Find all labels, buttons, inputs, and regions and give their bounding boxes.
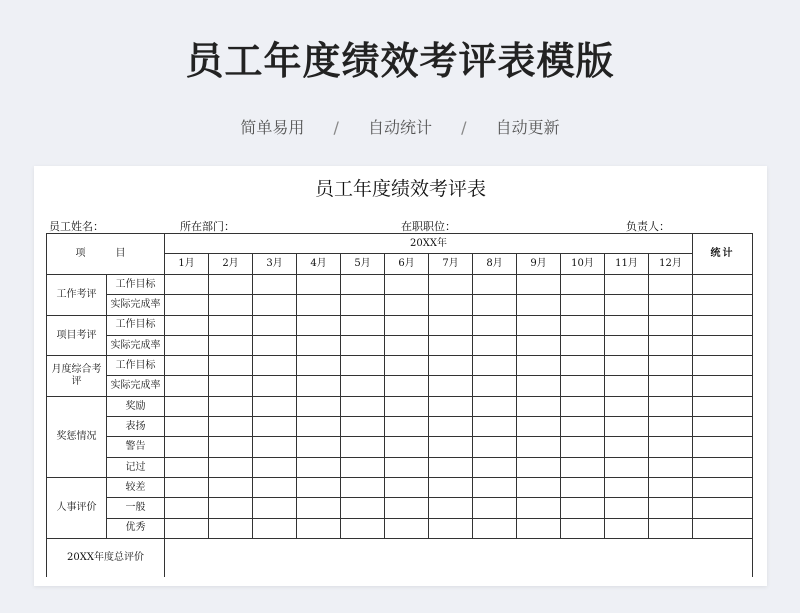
- data-cell[interactable]: [165, 417, 209, 437]
- data-cell[interactable]: [605, 356, 649, 376]
- data-cell[interactable]: [429, 498, 473, 518]
- data-cell[interactable]: [561, 356, 605, 376]
- data-cell[interactable]: [297, 275, 341, 295]
- data-cell[interactable]: [605, 417, 649, 437]
- data-cell[interactable]: [605, 335, 649, 355]
- data-cell[interactable]: [649, 477, 693, 497]
- data-cell[interactable]: [341, 376, 385, 396]
- month-header: 1月: [165, 254, 209, 275]
- data-cell[interactable]: [693, 295, 753, 315]
- tagline-separator: /: [333, 118, 339, 137]
- data-cell[interactable]: [517, 457, 561, 477]
- data-cell[interactable]: [297, 315, 341, 335]
- data-cell[interactable]: [649, 275, 693, 295]
- data-cell[interactable]: [693, 335, 753, 355]
- data-cell[interactable]: [605, 315, 649, 335]
- item-label: 工作目标: [107, 356, 165, 376]
- data-cell[interactable]: [341, 295, 385, 315]
- data-cell[interactable]: [385, 275, 429, 295]
- data-cell[interactable]: [561, 417, 605, 437]
- data-cell[interactable]: [473, 396, 517, 416]
- category-label: 人事评价: [47, 477, 107, 538]
- data-cell[interactable]: [561, 376, 605, 396]
- data-cell[interactable]: [165, 457, 209, 477]
- position-label: 在职职位：: [401, 220, 456, 233]
- data-cell[interactable]: [297, 457, 341, 477]
- data-cell[interactable]: [473, 376, 517, 396]
- supervisor-label: 负责人：: [626, 220, 670, 233]
- data-cell[interactable]: [253, 295, 297, 315]
- data-cell[interactable]: [253, 275, 297, 295]
- data-cell[interactable]: [341, 477, 385, 497]
- data-cell[interactable]: [473, 295, 517, 315]
- data-cell[interactable]: [297, 356, 341, 376]
- data-cell[interactable]: [429, 477, 473, 497]
- data-cell[interactable]: [209, 498, 253, 518]
- data-cell[interactable]: [385, 417, 429, 437]
- data-cell[interactable]: [385, 315, 429, 335]
- data-cell[interactable]: [165, 477, 209, 497]
- data-cell[interactable]: [385, 498, 429, 518]
- data-cell[interactable]: [693, 437, 753, 457]
- data-cell[interactable]: [209, 275, 253, 295]
- data-cell[interactable]: [165, 275, 209, 295]
- page-headline: 员工年度绩效考评表模版: [185, 39, 615, 83]
- month-header: 8月: [473, 254, 517, 275]
- data-cell[interactable]: [253, 335, 297, 355]
- data-cell[interactable]: [649, 396, 693, 416]
- data-cell[interactable]: [297, 498, 341, 518]
- data-cell[interactable]: [165, 396, 209, 416]
- data-cell[interactable]: [649, 335, 693, 355]
- data-cell[interactable]: [385, 376, 429, 396]
- data-cell[interactable]: [693, 356, 753, 376]
- data-cell[interactable]: [341, 315, 385, 335]
- sheet-title: 员工年度绩效考评表: [314, 178, 486, 200]
- data-cell[interactable]: [517, 477, 561, 497]
- data-cell[interactable]: [385, 335, 429, 355]
- data-cell[interactable]: [649, 518, 693, 538]
- data-cell[interactable]: [605, 477, 649, 497]
- data-cell[interactable]: [429, 335, 473, 355]
- data-cell[interactable]: [385, 356, 429, 376]
- data-cell[interactable]: [297, 518, 341, 538]
- data-cell[interactable]: [385, 518, 429, 538]
- data-cell[interactable]: [253, 518, 297, 538]
- data-cell[interactable]: [209, 396, 253, 416]
- data-cell[interactable]: [605, 396, 649, 416]
- data-cell[interactable]: [297, 417, 341, 437]
- month-header: 2月: [209, 254, 253, 275]
- data-cell[interactable]: [693, 315, 753, 335]
- data-cell[interactable]: [649, 498, 693, 518]
- data-cell[interactable]: [561, 295, 605, 315]
- data-cell[interactable]: [517, 518, 561, 538]
- data-cell[interactable]: [385, 437, 429, 457]
- data-cell[interactable]: [429, 315, 473, 335]
- data-cell[interactable]: [473, 437, 517, 457]
- data-cell[interactable]: [517, 315, 561, 335]
- year-header: 20XX年: [165, 234, 693, 254]
- data-cell[interactable]: [693, 275, 753, 295]
- item-label: 较差: [107, 477, 165, 497]
- data-cell[interactable]: [341, 335, 385, 355]
- data-cell[interactable]: [253, 457, 297, 477]
- data-cell[interactable]: [649, 417, 693, 437]
- data-cell[interactable]: [429, 396, 473, 416]
- data-cell[interactable]: [473, 315, 517, 335]
- data-cell[interactable]: [297, 437, 341, 457]
- data-cell[interactable]: [561, 437, 605, 457]
- data-cell[interactable]: [209, 417, 253, 437]
- month-header: 5月: [341, 254, 385, 275]
- data-cell[interactable]: [429, 356, 473, 376]
- statistics-header: 统计: [693, 234, 753, 275]
- data-cell[interactable]: [429, 437, 473, 457]
- data-cell[interactable]: [561, 315, 605, 335]
- data-cell[interactable]: [693, 518, 753, 538]
- data-cell[interactable]: [341, 417, 385, 437]
- tagline-item: 自动统计: [367, 118, 432, 137]
- data-cell[interactable]: [517, 275, 561, 295]
- employee-name-label: 员工姓名：: [49, 220, 104, 233]
- data-cell[interactable]: [385, 295, 429, 315]
- data-cell[interactable]: [561, 518, 605, 538]
- data-cell[interactable]: [165, 315, 209, 335]
- month-header: 3月: [253, 254, 297, 275]
- data-cell[interactable]: [253, 437, 297, 457]
- data-cell[interactable]: [209, 518, 253, 538]
- department-label: 所在部门：: [180, 220, 235, 233]
- data-cell[interactable]: [605, 518, 649, 538]
- evaluation-table: [46, 233, 753, 577]
- data-cell[interactable]: [341, 437, 385, 457]
- data-cell[interactable]: [297, 376, 341, 396]
- data-cell[interactable]: [517, 295, 561, 315]
- data-cell[interactable]: [209, 376, 253, 396]
- category-label: 奖惩情况: [47, 396, 107, 477]
- category-label: 项目考评: [47, 315, 107, 356]
- data-cell[interactable]: [209, 315, 253, 335]
- data-cell[interactable]: [473, 498, 517, 518]
- data-cell[interactable]: [429, 457, 473, 477]
- data-cell[interactable]: [693, 376, 753, 396]
- data-cell[interactable]: [605, 437, 649, 457]
- data-cell[interactable]: [473, 457, 517, 477]
- data-cell[interactable]: [517, 437, 561, 457]
- item-label: 一般: [107, 498, 165, 518]
- item-label: 实际完成率: [107, 295, 165, 315]
- data-cell[interactable]: [297, 295, 341, 315]
- data-cell[interactable]: [341, 518, 385, 538]
- data-cell[interactable]: [517, 356, 561, 376]
- data-cell[interactable]: [517, 417, 561, 437]
- data-cell[interactable]: [649, 315, 693, 335]
- data-cell[interactable]: [165, 295, 209, 315]
- data-cell[interactable]: [341, 498, 385, 518]
- data-cell[interactable]: [429, 518, 473, 538]
- data-cell[interactable]: [165, 335, 209, 355]
- data-cell[interactable]: [517, 396, 561, 416]
- data-cell[interactable]: [649, 437, 693, 457]
- data-cell[interactable]: [605, 457, 649, 477]
- data-cell[interactable]: [473, 356, 517, 376]
- month-header: 9月: [517, 254, 561, 275]
- data-cell[interactable]: [253, 356, 297, 376]
- data-cell[interactable]: [473, 335, 517, 355]
- tagline-separator: /: [461, 118, 467, 137]
- data-cell[interactable]: [297, 396, 341, 416]
- data-cell[interactable]: [209, 335, 253, 355]
- data-cell[interactable]: [385, 457, 429, 477]
- data-cell[interactable]: [473, 477, 517, 497]
- data-cell[interactable]: [605, 295, 649, 315]
- data-cell[interactable]: [253, 498, 297, 518]
- month-header: 7月: [429, 254, 473, 275]
- data-cell[interactable]: [517, 335, 561, 355]
- item-label: 奖励: [107, 396, 165, 416]
- data-cell[interactable]: [693, 457, 753, 477]
- data-cell[interactable]: [605, 376, 649, 396]
- data-cell[interactable]: [165, 437, 209, 457]
- item-label: 记过: [107, 457, 165, 477]
- data-cell[interactable]: [561, 457, 605, 477]
- tagline-item: 简单易用: [240, 118, 305, 137]
- data-cell[interactable]: [165, 356, 209, 376]
- item-label: 实际完成率: [107, 376, 165, 396]
- data-cell[interactable]: [253, 477, 297, 497]
- data-cell[interactable]: [649, 295, 693, 315]
- item-label: 表扬: [107, 417, 165, 437]
- data-cell[interactable]: [693, 396, 753, 416]
- data-cell[interactable]: [561, 396, 605, 416]
- data-cell[interactable]: [209, 457, 253, 477]
- data-cell[interactable]: [429, 417, 473, 437]
- category-label: 月度综合考评: [47, 356, 107, 397]
- data-cell[interactable]: [341, 396, 385, 416]
- spreadsheet-sheet: [34, 166, 767, 586]
- data-cell[interactable]: [209, 477, 253, 497]
- data-cell[interactable]: [561, 477, 605, 497]
- data-cell[interactable]: [385, 396, 429, 416]
- annual-summary-cell[interactable]: [165, 538, 753, 577]
- month-header: 4月: [297, 254, 341, 275]
- data-cell[interactable]: [253, 417, 297, 437]
- data-cell[interactable]: [693, 498, 753, 518]
- data-cell[interactable]: [341, 356, 385, 376]
- data-cell[interactable]: [561, 275, 605, 295]
- data-cell[interactable]: [605, 498, 649, 518]
- data-cell[interactable]: [209, 356, 253, 376]
- data-cell[interactable]: [429, 295, 473, 315]
- data-cell[interactable]: [561, 335, 605, 355]
- data-cell[interactable]: [165, 376, 209, 396]
- tagline: [0, 115, 800, 138]
- data-cell[interactable]: [165, 498, 209, 518]
- item-label: 工作目标: [107, 275, 165, 295]
- item-label: 工作目标: [107, 315, 165, 335]
- item-label: 警告: [107, 437, 165, 457]
- category-label: 工作考评: [47, 275, 107, 316]
- month-header: 12月: [649, 254, 693, 275]
- data-cell[interactable]: [341, 457, 385, 477]
- data-cell[interactable]: [429, 376, 473, 396]
- month-header: 6月: [385, 254, 429, 275]
- month-header: 10月: [561, 254, 605, 275]
- item-label: 实际完成率: [107, 335, 165, 355]
- tagline-item: 自动更新: [495, 118, 560, 137]
- data-cell[interactable]: [253, 376, 297, 396]
- data-cell[interactable]: [253, 396, 297, 416]
- data-cell[interactable]: [473, 518, 517, 538]
- data-cell[interactable]: [473, 417, 517, 437]
- project-header: 项 目: [47, 234, 165, 275]
- data-cell[interactable]: [209, 437, 253, 457]
- data-cell[interactable]: [385, 477, 429, 497]
- data-cell[interactable]: [341, 275, 385, 295]
- data-cell[interactable]: [649, 376, 693, 396]
- data-cell[interactable]: [253, 315, 297, 335]
- data-cell[interactable]: [649, 356, 693, 376]
- data-cell[interactable]: [429, 275, 473, 295]
- data-cell[interactable]: [517, 376, 561, 396]
- data-cell[interactable]: [649, 457, 693, 477]
- data-cell[interactable]: [473, 275, 517, 295]
- data-cell[interactable]: [297, 335, 341, 355]
- data-cell[interactable]: [693, 477, 753, 497]
- item-label: 优秀: [107, 518, 165, 538]
- data-cell[interactable]: [605, 275, 649, 295]
- data-cell[interactable]: [209, 295, 253, 315]
- data-cell[interactable]: [693, 417, 753, 437]
- data-cell[interactable]: [297, 477, 341, 497]
- month-header: 11月: [605, 254, 649, 275]
- annual-summary-label: 20XX年度总评价: [47, 538, 165, 577]
- data-cell[interactable]: [165, 518, 209, 538]
- data-cell[interactable]: [561, 498, 605, 518]
- data-cell[interactable]: [517, 498, 561, 518]
